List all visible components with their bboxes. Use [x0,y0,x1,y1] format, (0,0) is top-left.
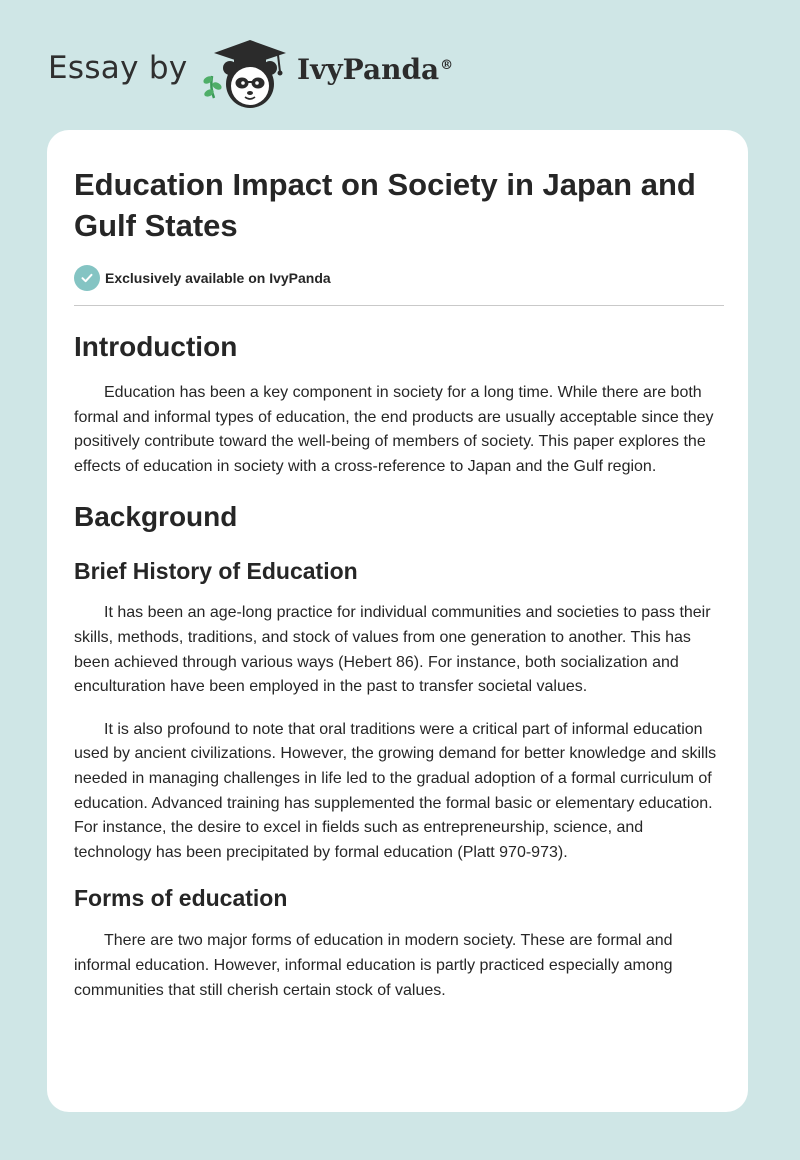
registered-mark: ® [440,57,454,73]
essay-by-label: Essay by [48,50,188,86]
heading-introduction: Introduction [74,331,238,362]
check-circle-icon [74,265,100,291]
introduction-paragraph: Education has been a key component in society for a long time. While there are both formal and informal types of education, the end products are usually acceptable since they positively contribute toward the well-being of members of society. This paper explores the effects of education in society with a cross-reference to Japan and the Gulf region. [74,384,714,475]
heading-forms-of-education: Forms of education [74,885,288,912]
history-paragraph-1: It has been an age-long practice for individual communities and societies to pass their skills, methods, traditions, and stock of values from one generation to another. This has been achieved through various ways (Hebert 86). For instance, both socialization and enculturation have been employed in the past to transfer societal values. [74,604,711,696]
essay-title: Education Impact on Society in Japan and Gulf States [74,167,696,243]
heading-brief-history: Brief History of Education [74,558,358,585]
history-paragraph-2: It is also profound to note that oral traditions were a critical part of informal education used by ancient civilizations. However, the growing demand for better knowledge and skills needed in managing challenges in life led to the gradual adoption of a formal curriculum of education. Advanced training has supplemented the formal basic or elementary education. For instance, the desire to excel in fields such as entrepreneurship, science, and technology has been precipitated by formal education (Platt 970-973). [74,720,717,861]
heading-background: Background [74,501,238,533]
essay-content [74,164,724,1003]
brand-logo[interactable] [297,53,453,86]
exclusive-badge [74,264,724,292]
essay-card [47,130,748,1112]
site-header [0,0,800,120]
exclusive-badge-label: Exclusively available on IvyPanda [105,270,331,286]
forms-paragraph: There are two major forms of education in modern society. These are formal and informal education. However, informal education is partly practiced especially among communities that still cherish certain stock of values. [74,932,673,999]
panda-graduate-icon[interactable] [202,36,288,110]
brand-name: IvyPanda [297,53,440,86]
title-divider [74,305,724,306]
